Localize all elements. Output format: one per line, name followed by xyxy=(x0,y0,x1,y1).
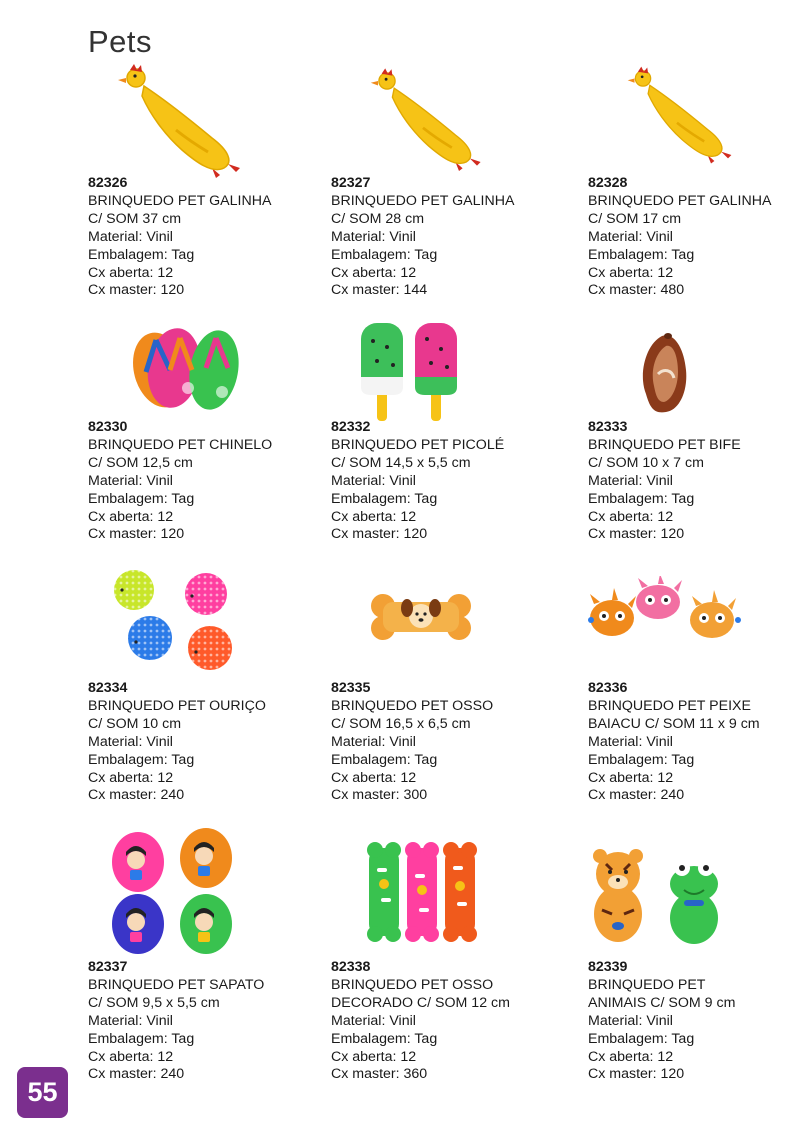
product-code: 82336 xyxy=(588,680,628,696)
rubber-chicken-icon xyxy=(331,60,546,185)
product-material: Material: Vinil xyxy=(88,228,173,245)
rubber-chicken-icon xyxy=(88,60,303,185)
product-open-box: Cx aberta: 12 xyxy=(588,1048,674,1065)
product-name: BRINQUEDO PET xyxy=(588,976,706,993)
product-name: BRINQUEDO PET OURIÇO xyxy=(88,697,266,714)
product-material: Material: Vinil xyxy=(88,1012,173,1029)
product-open-box: Cx aberta: 12 xyxy=(331,769,417,786)
product-name: BRINQUEDO PET CHINELO xyxy=(88,436,273,453)
product-packaging: Embalagem: Tag xyxy=(88,246,195,263)
product-packaging: Embalagem: Tag xyxy=(331,1030,438,1047)
product-code: 82326 xyxy=(88,175,128,191)
product-size: C/ SOM 17 cm xyxy=(588,210,682,227)
product-size: C/ SOM 9,5 x 5,5 cm xyxy=(88,994,220,1011)
product-master-box: Cx master: 240 xyxy=(88,1066,185,1083)
product-open-box: Cx aberta: 12 xyxy=(588,769,674,786)
product-name: BRINQUEDO PET PEIXE xyxy=(588,697,751,714)
product-size: C/ SOM 14,5 x 5,5 cm xyxy=(331,454,471,471)
product-size: C/ SOM 12,5 cm xyxy=(88,454,193,471)
product-open-box: Cx aberta: 12 xyxy=(88,769,174,786)
product-open-box: Cx aberta: 12 xyxy=(331,264,417,281)
product-size: C/ SOM 37 cm xyxy=(88,210,182,227)
product-packaging: Embalagem: Tag xyxy=(588,751,695,768)
product-open-box: Cx aberta: 12 xyxy=(588,508,674,525)
product-packaging: Embalagem: Tag xyxy=(88,490,195,507)
product-name: BRINQUEDO PET GALINHA xyxy=(588,192,772,209)
page-number-badge: 55 xyxy=(17,1067,68,1118)
product-code: 82339 xyxy=(588,959,628,975)
product-material: Material: Vinil xyxy=(331,228,416,245)
product-code: 82332 xyxy=(331,419,371,435)
product-packaging: Embalagem: Tag xyxy=(331,246,438,263)
product-master-box: Cx master: 120 xyxy=(588,526,685,543)
product-name: BRINQUEDO PET GALINHA xyxy=(331,192,515,209)
product-packaging: Embalagem: Tag xyxy=(588,1030,695,1047)
product-code: 82330 xyxy=(88,419,128,435)
product-code: 82328 xyxy=(588,175,628,191)
product-material: Material: Vinil xyxy=(588,1012,673,1029)
product-master-box: Cx master: 144 xyxy=(331,282,428,299)
hedgehog-balls-icon xyxy=(88,562,303,687)
product-packaging: Embalagem: Tag xyxy=(331,751,438,768)
product-master-box: Cx master: 120 xyxy=(88,526,185,543)
product-material: Material: Vinil xyxy=(588,228,673,245)
product-open-box: Cx aberta: 12 xyxy=(88,1048,174,1065)
product-open-box: Cx aberta: 12 xyxy=(88,264,174,281)
product-open-box: Cx aberta: 12 xyxy=(331,508,417,525)
product-name: BRINQUEDO PET PICOLÉ xyxy=(331,436,505,453)
product-code: 82327 xyxy=(331,175,371,191)
product-packaging: Embalagem: Tag xyxy=(88,1030,195,1047)
shoe-icon xyxy=(88,828,303,953)
product-size: C/ SOM 16,5 x 6,5 cm xyxy=(331,715,471,732)
product-material: Material: Vinil xyxy=(588,472,673,489)
product-master-box: Cx master: 480 xyxy=(588,282,685,299)
product-code: 82337 xyxy=(88,959,128,975)
product-name: BRINQUEDO PET BIFE xyxy=(588,436,741,453)
product-master-box: Cx master: 240 xyxy=(588,787,685,804)
product-material: Material: Vinil xyxy=(88,472,173,489)
product-master-box: Cx master: 120 xyxy=(588,1066,685,1083)
product-name: BRINQUEDO PET GALINHA xyxy=(88,192,272,209)
product-material: Material: Vinil xyxy=(331,1012,416,1029)
product-code: 82333 xyxy=(588,419,628,435)
product-master-box: Cx master: 300 xyxy=(331,787,428,804)
product-packaging: Embalagem: Tag xyxy=(88,751,195,768)
product-name: BRINQUEDO PET SAPATO xyxy=(88,976,265,993)
product-size: DECORADO C/ SOM 12 cm xyxy=(331,994,510,1011)
product-material: Material: Vinil xyxy=(331,733,416,750)
animals-icon xyxy=(588,844,803,969)
product-code: 82338 xyxy=(331,959,371,975)
product-code: 82334 xyxy=(88,680,128,696)
product-master-box: Cx master: 360 xyxy=(331,1066,428,1083)
product-name: BRINQUEDO PET OSSO xyxy=(331,976,494,993)
product-open-box: Cx aberta: 12 xyxy=(331,1048,417,1065)
product-open-box: Cx aberta: 12 xyxy=(88,508,174,525)
product-size: ANIMAIS C/ SOM 9 cm xyxy=(588,994,736,1011)
product-material: Material: Vinil xyxy=(331,472,416,489)
page-title: Pets xyxy=(88,24,153,59)
rubber-chicken-icon xyxy=(588,60,803,185)
product-material: Material: Vinil xyxy=(588,733,673,750)
product-packaging: Embalagem: Tag xyxy=(588,490,695,507)
product-packaging: Embalagem: Tag xyxy=(331,490,438,507)
product-size: C/ SOM 28 cm xyxy=(331,210,425,227)
product-master-box: Cx master: 120 xyxy=(331,526,428,543)
product-size: C/ SOM 10 cm xyxy=(88,715,182,732)
product-material: Material: Vinil xyxy=(88,733,173,750)
product-code: 82335 xyxy=(331,680,371,696)
product-size: BAIACU C/ SOM 11 x 9 cm xyxy=(588,715,760,732)
product-size: C/ SOM 10 x 7 cm xyxy=(588,454,704,471)
decorated-bone-icon xyxy=(331,838,546,963)
product-name: BRINQUEDO PET OSSO xyxy=(331,697,494,714)
product-master-box: Cx master: 240 xyxy=(88,787,185,804)
product-master-box: Cx master: 120 xyxy=(88,282,185,299)
product-open-box: Cx aberta: 12 xyxy=(588,264,674,281)
product-packaging: Embalagem: Tag xyxy=(588,246,695,263)
